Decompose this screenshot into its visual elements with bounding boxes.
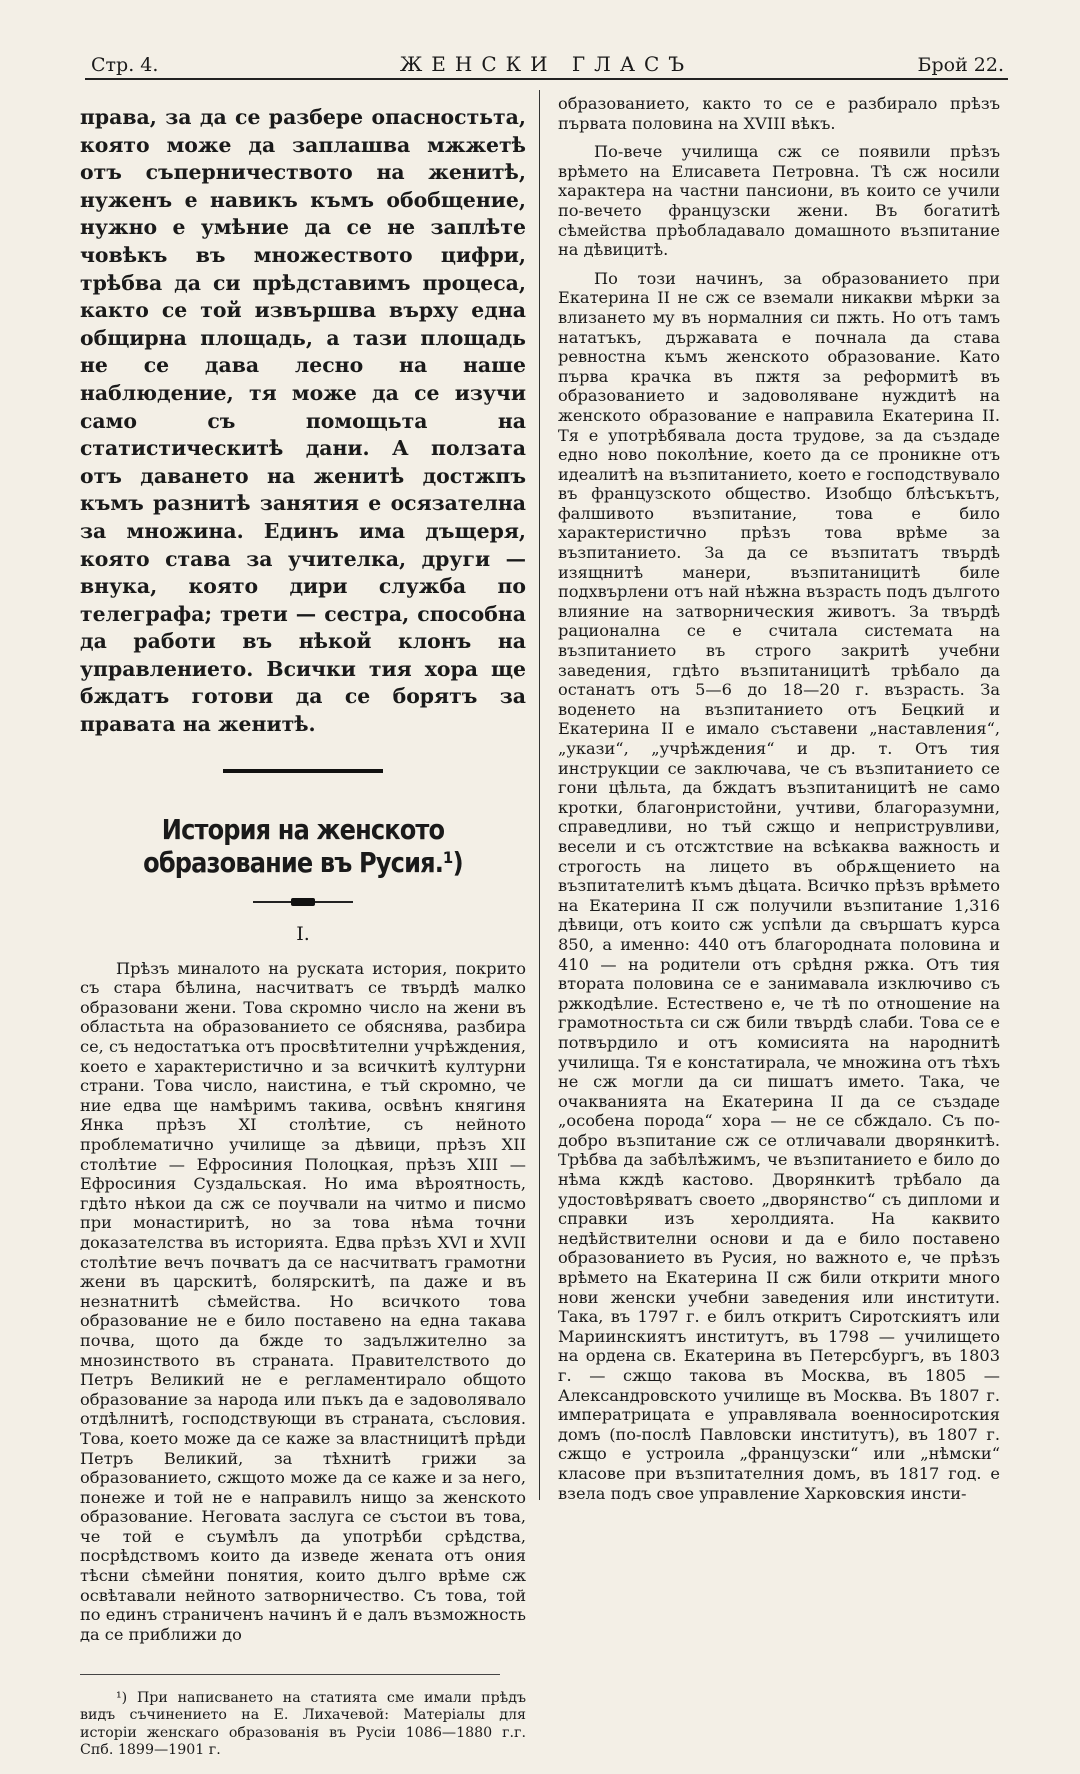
intro-paragraph: права, за да се разбере опасностьта, която може да заплашва мжжетѣ отъ съперничеството на женитѣ, нуженъ е навикъ къмъ обобщение, нужно е умѣние да се не заплѣте човѣкъ въ множеството цифри, трѣбва да си прѣдставимъ процеса, както се той извършва върху една общирна площадь, а тази площадь не се дава лесно на наше наблюдение, тя може да се изучи само съ помощьта на статистическитѣ дани. А ползата отъ даването на женитѣ достжпъ къмъ разнитѣ занятия е осязателна за множина. Единъ има дъщеря, която става за учителка, други — внука, която дири служба по телеграфа; трети — сестра, способна да работи въ нѣкой клонъ на управлението. Всички тия хора ще бждатъ готови да се борятъ за правата на женитѣ. [80,105,526,737]
article-title: История на женското образование въ Русия.¹) [143,812,463,879]
left-column [80,94,526,1774]
paragraph: образованието, както то се е разбирало прѣзъ първата половина на XVIII вѣкъ. [558,94,1000,133]
footnote: ¹) При написването на статията сме имали прѣдъ видъ съчинението на Е. Лихачевой: Матеріалы для исторіи женскаго образованія въ Русіи 1086—1880 г.г. Спб. 1899—1901 г. [80,1689,526,1759]
page-number: Стр. 4. [91,54,159,76]
title-ornament [253,901,353,903]
right-column [558,94,1000,1503]
section-number: I. [296,922,310,945]
footnote-divider [80,1674,500,1675]
issue-number: Брой 22. [917,54,1004,76]
column-divider [539,90,540,1500]
article-paragraph: Прѣзъ миналото на руската история, покрито съ стара бѣлина, насчитватъ се твърдѣ малко образовани жени. Това скромно число на жени въ областьта на образованието се обяснява, разбира се, съ недостатъка отъ просвѣтителни учрѣждения, което е характеристично и за всичкитѣ културни страни. Това число, наистина, е тъй скромно, че ние едва ще намѣримъ такива, освѣнъ княгиня Янка прѣзъ XI столѣтие, съ нейното проблематично училище за дѣвици, прѣзъ XII столѣтие — Ефросиния Полоцкая, прѣзъ XIII — Ефросиния Суздальская. Но има вѣроятность, гдѣто нѣкои да сж се поучвали на читмо и писмо при монастиритѣ, но за това нѣма точни доказателства въ историята. Едва прѣзъ XVI и XVII столѣтие вечъ почватъ да се насчитватъ грамотни жени въ царскитѣ, болярскитѣ, па даже и въ незнатнитѣ сѣмейства. Но всичкото това образование не е било поставено на една такава почва, щото да бжде то задължително за мнозинството въ страната. Правителството до Петръ Великий не е регламентирало общото образование за народа или пъкъ да е задоволявало отдѣлнитѣ, господствующи въ страната, съсловия. Това, което може да се каже за властницитѣ прѣди Петръ Великий, за тѣхнитѣ грижи за образованието, сжщото може да се каже и за него, понеже и той не е направилъ нищо за женското образование. Неговата заслуга се състои въ това, че той е съумѣлъ да употрѣби срѣдства, посрѣдствомъ които да изведе жената отъ ония тѣсни сѣмейни понятия, които дълго врѣме сж освѣтавали нейното затворничество. Съ това, той по единъ страниченъ начинъ й е далъ възможность да се приближи до [80,958,526,1644]
page-header [85,48,1008,80]
paragraph: По този начинъ, за образованието при Екатерина II не сж се вземали никакви мѣрки за влизането му въ нормалния си пжть. Но отъ тамъ нататъкъ, държавата е почнала да става ревностна къмъ женското образование. Като първа крачка въ пжтя за реформитѣ въ образованието и задоволяване нуждитѣ на женското образование е направила Екатерина II. Тя е употрѣбявала доста трудове, за да създаде едно ново поколѣние, което да се проникне отъ идеалитѣ на възпитанието, което е господствувало въ французското общество. Изобщо блѣсъкътъ, фалшивото възпитание, това е било характеристично прѣзъ това врѣме за възпитанието. За да се възпитатъ твърдѣ изящнитѣ манери, възпитаницитѣ биле подхвърлени отъ най нѣжна възрасть подъ дългото влияние на затворническия животъ. За твърдѣ рационална се е считала системата на възпитанието въ строго закритѣ учебни заведения, гдѣто възпитаницитѣ трѣбало да останатъ отъ 5—6 до 18—20 г. възрасть. За воденето на възпитанието отъ Бецкий и Екатерина II е имало съставени „наставления“, „укази“, „учрѣждения“ и др. т. Отъ тия инструкции се заключава, че съ възпитанието се гони цѣльта, да бждатъ възпитаницитѣ не само кротки, благонристойни, учтиви, благоразумни, справедливи, но тъй сжщо и неприструвливи, весели и съ отсжтствие на всѣкаква важность и строгость на лицето въ обрѫщението на възпитателитѣ къмъ дѣцата. Всичко прѣзъ врѣмето на Екатерина II сж получили възпитание 1,316 дѣвици, отъ които сж успѣли да свършатъ курса 850, а именно: 440 отъ благородната половина и 410 — на родители отъ срѣдня ржка. Отъ тия втората половина се е занимавала изключиво съ ржкодѣлие. Естествено е, че тѣ по отношение на грамотностьта си сж били твърдѣ слаби. Това се е потвърдило и отъ комисията на народнитѣ училища. Тя е констатирала, че множина отъ тѣхъ не сж могли да си пишатъ името. Така, че очакванията на Екатерина II да се създаде „особена порода“ хора — не се сбждало. Съ по-добро възпитание сж се отличавали дворянкитѣ. Трѣбва да забѣлѣжимъ, че възпитанието е било до нѣма кждѣ кастово. Дворянкитѣ трѣбало да удостовѣряватъ своето „дворянство“ съ дипломи и справки изъ херолдията. На каквито недѣйствителни основи и да е било поставено образованието въ Русия, но важното е, че прѣзъ врѣмето на Екатерина II сж били открити много нови женски учебни заведения или институти. Така, въ 1797 г. е билъ откритъ Сиротскиятъ или Мариинскиятъ институтъ, въ 1798 — училището на ордена св. Екатерина въ Петерсбургъ, въ 1803 г. — сжщо такова въ Москва, въ 1805 — Александровското училище въ Москва. Въ 1807 г. императрицата е управлявала военносиротския домъ (по-послѣ Павловски институтъ), въ 1807 г. сжщо е устроила „французски“ или „нѣмски“ класове при възпитателния домъ, въ 1817 год. е взела подъ свое управление Харковския инсти- [558,268,1000,1503]
journal-title: ЖЕНСКИ ГЛАСЪ [399,52,694,76]
paragraph: По-вече училища сж се появили прѣзъ врѣмето на Елисавета Петровна. Тѣ сж носили характера на частни пансиони, въ които се учили по-вечето французски жени. Въ богатитѣ сѣмейства прѣобладавало домашното възпитание на дѣвицитѣ. [558,142,1000,260]
section-divider [223,769,383,773]
